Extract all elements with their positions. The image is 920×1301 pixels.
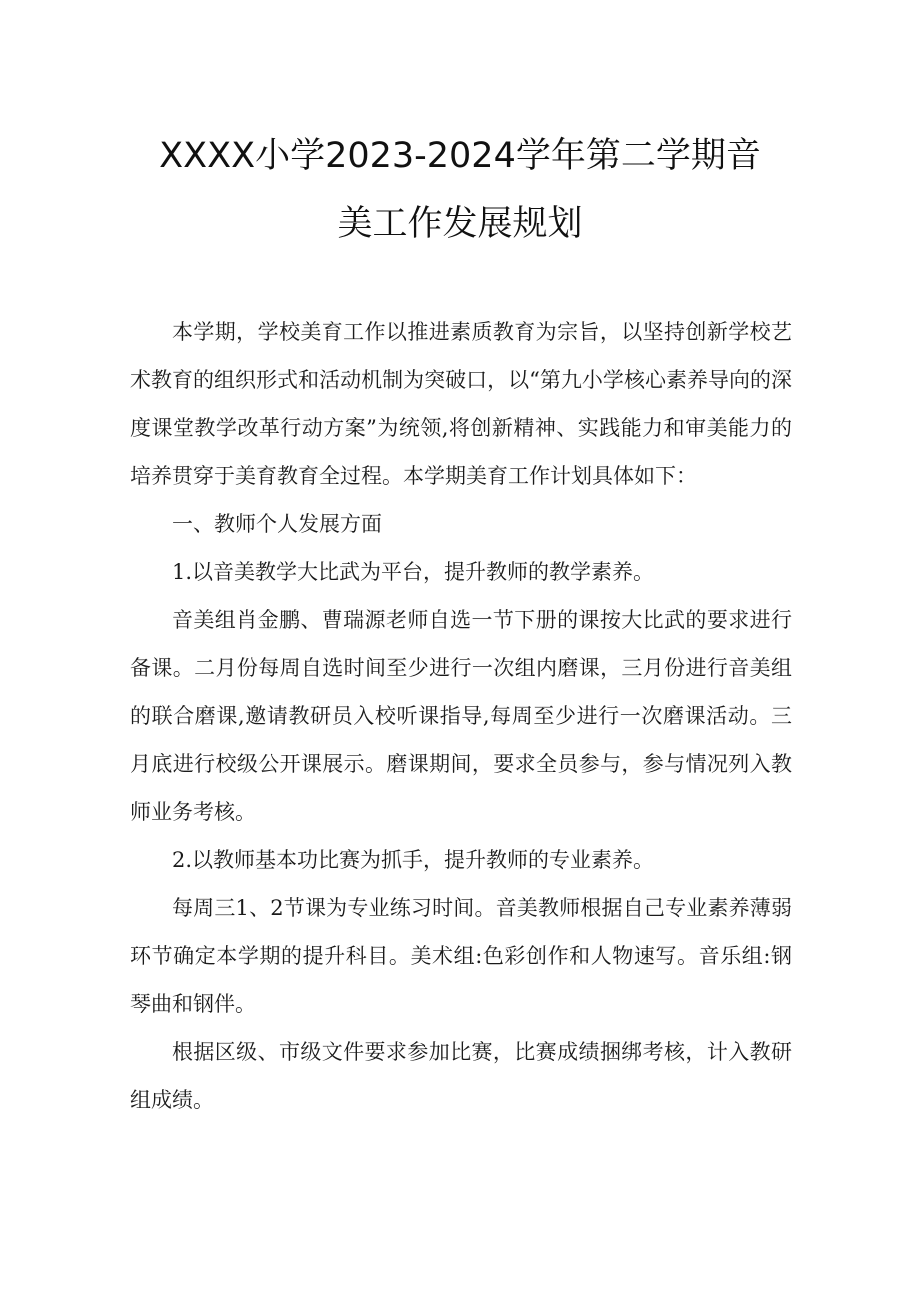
paragraph-practice-time: 每周三1、2节课为专业练习时间。音美教师根据自己专业素养薄弱环节确定本学期的提升科目。美术组:色彩创作和人物速写。音乐组:钢琴曲和钢伴。 xyxy=(130,896,792,1016)
paragraph-lesson-polishing: 音美组肖金鹏、曹瑞源老师自选一节下册的课按大比武的要求进行备课。二月份每周自选时间至少进行一次组内磨课，三月份进行音美组的联合磨课,邀请教研员入校听课指导,每周至少进行一次磨课活动。三月底进行校级公开课展示。磨课期间，要求全员参与，参与情况列入教师业务考核。 xyxy=(130,608,792,824)
document-body xyxy=(130,308,792,1124)
paragraph-competition: 根据区级、市级文件要求参加比赛，比赛成绩捆绑考核，计入教研组成绩。 xyxy=(130,1040,792,1112)
subsection-heading-1: 1.以音美教学大比武为平台，提升教师的教学素养。 xyxy=(172,560,655,584)
intro-paragraph: 本学期，学校美育工作以推进素质教育为宗旨，以坚持创新学校艺术教育的组织形式和活动机制为突破口，以“第九小学核心素养导向的深度课堂教学改革行动方案”为统领,将创新精神、实践能力和审美能力的培养贯穿于美育教育全过程。本学期美育工作计划具体如下： xyxy=(130,320,792,488)
section-heading-teacher-development: 一、教师个人发展方面 xyxy=(172,512,382,536)
document-title-line-2: 美工作发展规划 xyxy=(337,204,583,244)
subsection-heading-2: 2.以教师基本功比赛为抓手，提升教师的专业素养。 xyxy=(172,848,655,872)
document-title-line-1: XXXX小学2023-2024学年第二学期音 xyxy=(159,136,761,176)
